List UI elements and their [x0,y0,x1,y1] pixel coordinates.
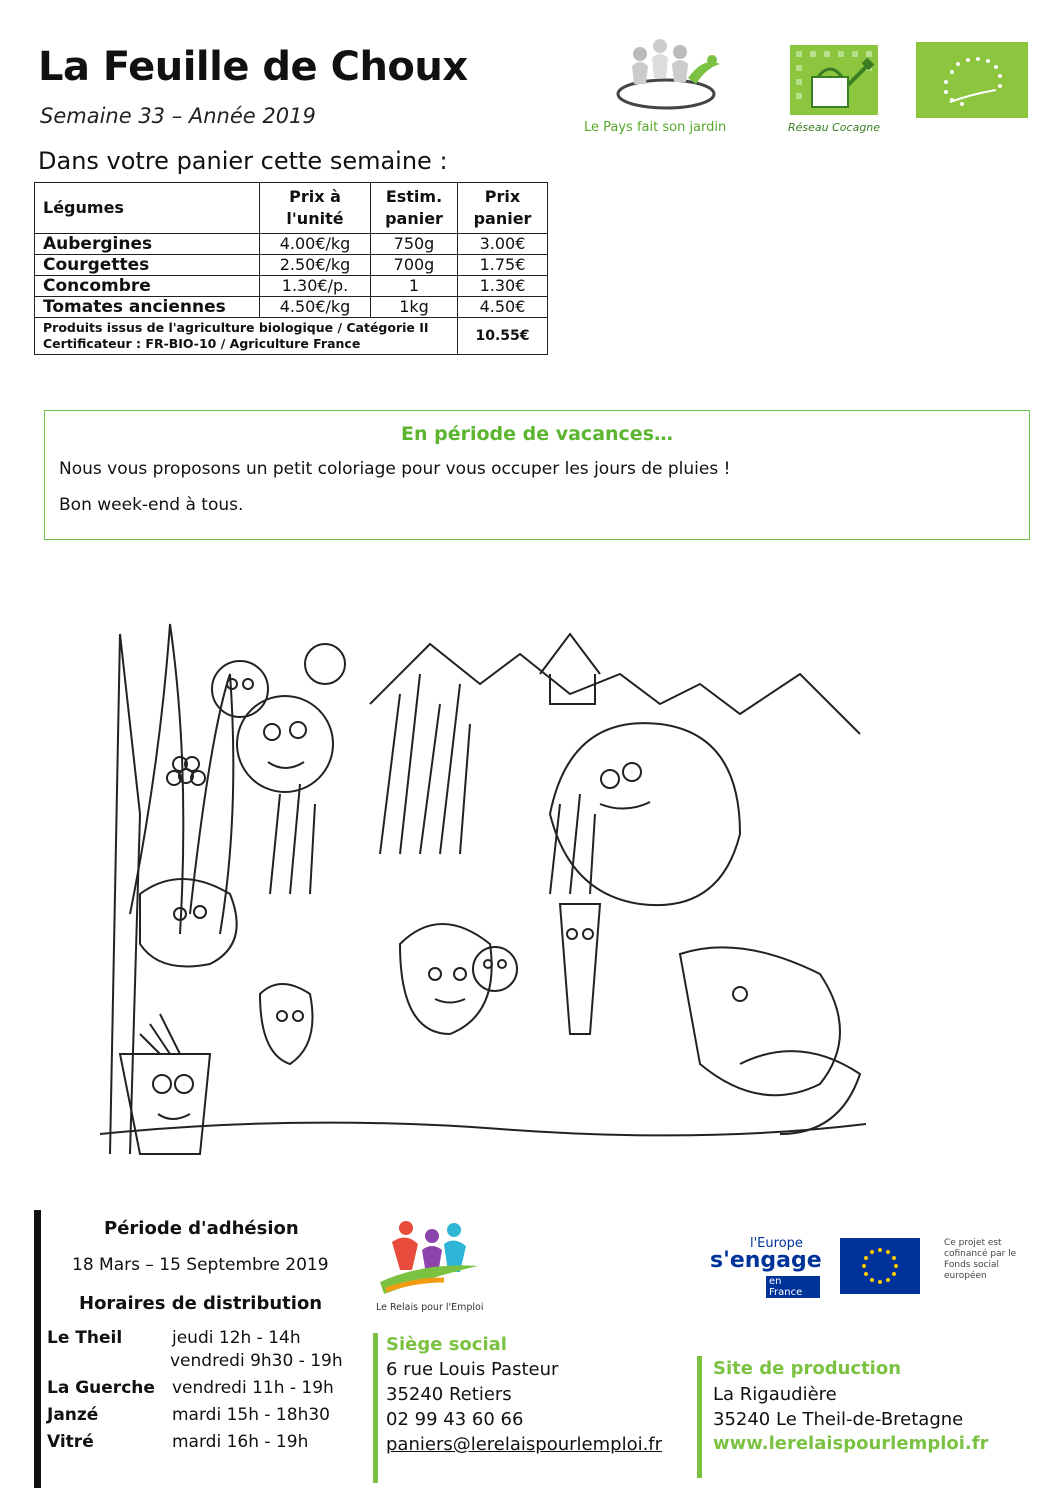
info-heading: En période de vacances… [400,423,674,445]
vacation-info-box [44,410,1030,540]
basket-estimate: 1 [371,276,458,297]
vegetable-name: Aubergines [35,234,260,255]
siege-address-line: 6 rue Louis Pasteur [386,1359,559,1380]
schedule-time: jeudi 12h - 14h [172,1328,301,1348]
basket-price: 1.30€ [458,276,548,297]
vegetable-name: Courgettes [35,255,260,276]
column-header: Prix à l'unité [260,183,371,234]
eu-funding-note: Ce projet est cofinancé par le Fonds social européen [944,1238,1017,1281]
basket-estimate: 1kg [371,297,458,318]
vegetable-name: Tomates anciennes [35,297,260,318]
basket-estimate: 700g [371,255,458,276]
people-icon [374,1218,492,1300]
organic-leaf-icon [916,42,1028,118]
production-address-line: La Rigaudière [713,1384,837,1405]
certification-line: Produits issus de l'agriculture biologique / Catégorie II [43,320,429,335]
table-row [35,297,548,318]
table-header-row [35,183,548,234]
basket-price: 1.75€ [458,255,548,276]
relais-pour-emploi-logo [374,1218,492,1318]
schedule-time: mardi 15h - 18h30 [172,1405,330,1425]
european-funding-logos [700,1236,1020,1306]
column-header: Estim. panier [371,183,458,234]
unit-price: 4.00€/kg [260,234,371,255]
people-garden-icon [580,38,760,120]
unit-price: 2.50€/kg [260,255,371,276]
vegetable-garden-drawing [100,614,866,1174]
siege-divider [373,1333,378,1483]
production-divider [697,1356,702,1478]
table-row [35,276,548,297]
pays-fait-son-jardin-logo [580,38,760,142]
watering-can-icon [788,43,880,117]
schedule-time: vendredi 9h30 - 19h [170,1351,343,1371]
eu-flag-icon [840,1238,920,1294]
schedule-location: La Guerche [47,1378,155,1398]
siege-address-line: 35240 Retiers [386,1384,512,1405]
info-paragraph: Bon week-end à tous. [59,495,244,515]
cocagne-logo-caption: Réseau Cocagne [788,121,881,134]
footer-divider [34,1210,41,1488]
reseau-cocagne-logo [788,43,880,141]
basket-price-table [34,182,548,355]
basket-price: 3.00€ [458,234,548,255]
certifier-line: Certificateur : FR-BIO-10 / Agriculture France [43,336,361,351]
europe-engage-logo: l'Europe s'engage en France [710,1236,822,1298]
column-header: Prix panier [458,183,548,234]
production-address-line: 35240 Le Theil-de-Bretagne [713,1409,964,1430]
relais-logo-caption: Le Relais pour l'Emploi [376,1302,484,1313]
basket-estimate: 750g [371,234,458,255]
siege-phone: 02 99 43 60 66 [386,1409,524,1430]
table-row [35,255,548,276]
basket-total: 10.55€ [458,318,548,355]
page-subtitle: Semaine 33 – Année 2019 [40,104,316,128]
schedule-location: Janzé [47,1405,99,1425]
column-header: Légumes [35,183,260,234]
table-footer-row [35,318,548,355]
production-title: Site de production [713,1358,902,1379]
table-row [35,234,548,255]
website-link[interactable]: www.lerelaispourlemploi.fr [713,1433,989,1454]
vegetable-name: Concombre [35,276,260,297]
basket-heading: Dans votre panier cette semaine : [38,147,448,175]
schedule-time: vendredi 11h - 19h [172,1378,334,1398]
siege-email-link[interactable]: paniers@lerelaispourlemploi.fr [386,1434,663,1455]
basket-price: 4.50€ [458,297,548,318]
certification-note [35,318,458,355]
pays-logo-caption: Le Pays fait son jardin [584,120,727,135]
distribution-heading: Horaires de distribution [79,1293,323,1314]
schedule-location: Le Theil [47,1328,123,1348]
siege-title: Siège social [386,1334,507,1355]
adhesion-heading: Période d'adhésion [104,1218,299,1239]
unit-price: 1.30€/p. [260,276,371,297]
eu-organic-leaf-logo [916,42,1028,118]
page-title: La Feuille de Choux [38,44,468,90]
info-paragraph: Nous vous proposons un petit coloriage pour vous occuper les jours de pluies ! [59,459,731,479]
unit-price: 4.50€/kg [260,297,371,318]
adhesion-dates: 18 Mars – 15 Septembre 2019 [72,1255,329,1275]
schedule-time: mardi 16h - 19h [172,1432,309,1452]
schedule-location: Vitré [47,1432,94,1452]
vegetable-coloring-illustration [100,614,866,1174]
